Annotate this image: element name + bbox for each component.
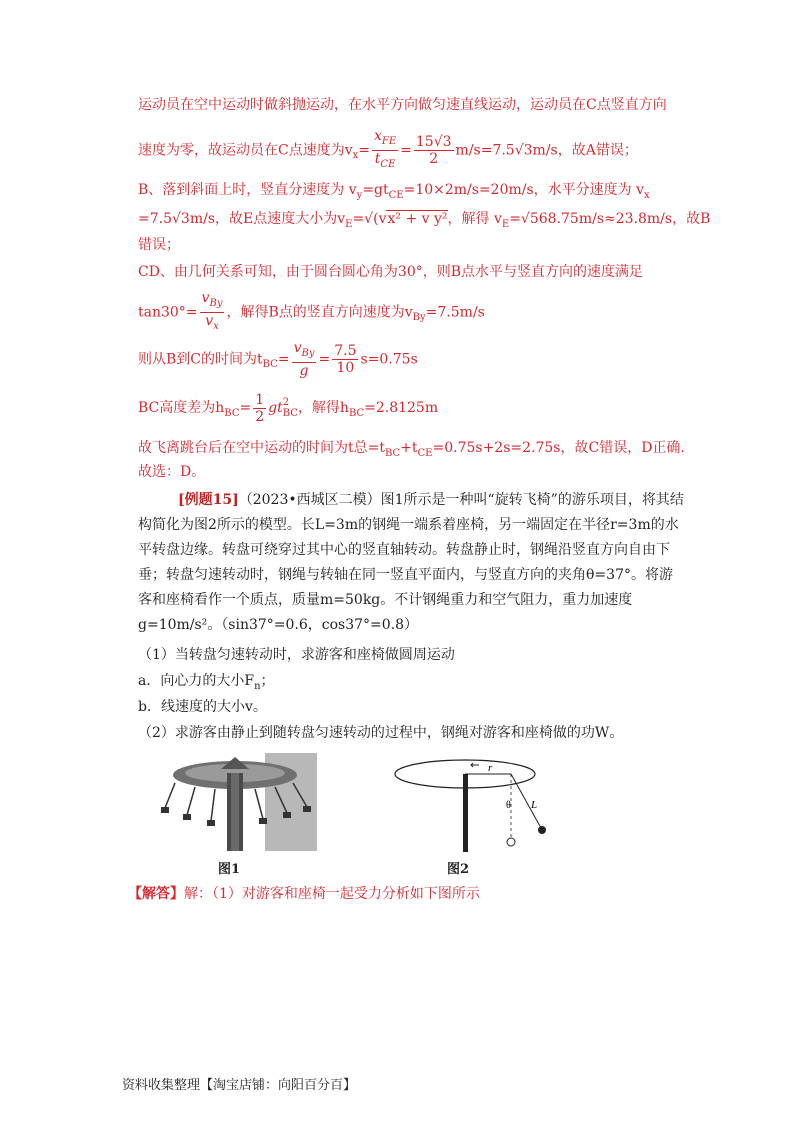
text: （1）当转盘匀速转动时，求游客和座椅做圆周运动	[138, 647, 455, 663]
solution-line-4	[138, 207, 710, 237]
text: CD、由几何关系可知，由于圆台圆心角为30°，则B点水平与竖直方向的速度满足	[138, 264, 644, 280]
gt: gt	[268, 400, 283, 416]
text: 故飞离跳台后在空中运动的时间为t总=t	[138, 440, 385, 456]
equals: =	[277, 351, 290, 368]
sub: x	[644, 189, 650, 201]
den-sub: CE	[380, 158, 396, 170]
text: =7.5m/s	[425, 304, 485, 321]
sub: CE	[388, 189, 404, 201]
fraction-xfe-tce	[372, 128, 398, 173]
solution-line-10	[138, 438, 685, 464]
text: BC高度差为h	[138, 400, 225, 416]
solution-line-9	[138, 390, 438, 432]
num: 7.5	[334, 342, 357, 359]
text: +t	[400, 440, 418, 456]
text: 错误；	[138, 237, 180, 253]
solution-line-6	[138, 262, 643, 282]
solution-line-7	[138, 290, 485, 336]
num: x	[374, 128, 382, 144]
sub: CE	[417, 447, 433, 459]
sub: BC	[384, 447, 401, 459]
solution-line-8: 则从B到C的时间为$t_{BC}=$ $\frac{v_{By}}{g}$ = $\frac{7.5}{10}$ s=0.75s	[138, 340, 418, 379]
text: =√(v	[352, 211, 387, 227]
num: 15√3	[415, 133, 452, 150]
figure-1-ride-photo	[155, 753, 317, 851]
text: （2）求游客由静止到随转盘匀速转动的过程中，钢绳对游客和座椅做的功W。	[138, 725, 624, 741]
solution-line-2: 速度为零，故运动员在C点速度为$v_x=$ $\frac{x_{FE}}{t_{CE}}$ = $\frac{15√3}{2}$ m/s=7.5√3m/s，故A错误；	[138, 128, 638, 174]
question-1a	[138, 671, 275, 697]
figure-2-model-diagram	[385, 752, 555, 852]
example-tag: [例题15]	[178, 492, 239, 508]
text: =0.75s+2s=2.75s，故C错误，D正确.	[432, 440, 685, 456]
den-sub: x	[213, 320, 219, 332]
den: 10	[336, 359, 355, 376]
text: =2.8125m	[364, 400, 439, 416]
sub: BC	[262, 359, 278, 371]
text: 故选：D。	[138, 464, 206, 480]
figure-2-caption: 图2	[447, 862, 470, 877]
num-sub: By	[209, 297, 223, 309]
label-L: L	[531, 799, 538, 811]
answer-tag: 【解答】	[128, 886, 184, 902]
den: t	[374, 150, 381, 167]
equals: =	[358, 142, 370, 159]
text: 速度为零，故运动员在C点速度为v	[138, 142, 353, 159]
num: v	[293, 340, 302, 356]
text: 运动员在空中运动时做斜抛运动，在水平方向做匀速直线运动，运动员在C点竖直方向	[138, 97, 667, 113]
text: m/s=7.5√3m/s，故A错误；	[455, 142, 638, 159]
equals: =	[239, 400, 252, 416]
answer-line	[128, 884, 480, 904]
num: v	[201, 290, 210, 306]
radicand: x² + v y²	[387, 211, 448, 227]
text: =√568.75m/s≈23.8m/s，故B	[509, 211, 711, 227]
answer-text: 解：（1）对游客和座椅一起受力分析如下图所示	[184, 886, 480, 902]
text: ，解得B点的竖直方向速度为v	[226, 304, 413, 321]
num: 1	[255, 391, 265, 408]
question-1b	[138, 697, 267, 717]
solution-line-1	[138, 95, 667, 115]
footer-source: 资料收集整理【淘宝店铺：向阳百分百】	[122, 1078, 357, 1093]
sub: BC	[282, 408, 298, 419]
fraction-vby-g	[292, 340, 317, 379]
sup: 2	[282, 397, 290, 408]
text: a．向心力的大小F	[138, 673, 255, 689]
example-text: （2023•西城区二模）图1所示是一种叫“旋转飞椅”的游乐项目，将其结构简化为图2所示的模型。长L=3m的钢绳一端系着座椅，另一端固定在半径r=3m的水平转盘边缘。转盘可绕穿过其中心的竖直轴转动。转盘静止时，钢绳沿竖直方向自由下垂；转盘匀速转动时，钢绳与转轴在同一竖直平面内，与竖直方向的夹角θ=37°。将游客和座椅看作一个质点，质量m=50kg。不计钢绳重力和空气阻力，重力加速度g=10m/s²。（sin37°=0.6，cos37°=0.8）	[138, 492, 684, 633]
fraction-1-2	[253, 392, 266, 425]
fraction-15root3-2	[414, 134, 454, 167]
sub-sup	[283, 397, 298, 419]
text: ；	[260, 673, 275, 689]
solution-line-5	[138, 235, 180, 255]
sub: n	[254, 680, 261, 692]
text: b．线速度的大小v。	[138, 699, 267, 715]
sub: BC	[224, 407, 240, 419]
num-sub: FE	[381, 135, 397, 147]
subscript: x	[352, 150, 359, 162]
text: =10×2m/s=20m/s，水平分速度为 v	[403, 182, 645, 198]
text: ，解得 v	[447, 211, 502, 227]
label-theta: θ	[506, 800, 511, 811]
fraction-vby-vx	[200, 290, 225, 335]
sub: y	[356, 189, 363, 201]
sub: E	[501, 218, 510, 230]
text: =gt	[362, 182, 389, 198]
num-sub: By	[301, 347, 315, 359]
solution-line-11	[138, 462, 205, 482]
label-r: r	[488, 762, 493, 774]
question-2	[138, 723, 623, 743]
text: ，解得h	[297, 400, 349, 416]
figure-1-caption: 图1	[218, 862, 241, 877]
text: =7.5√3m/s，故E点速度大小为v	[138, 211, 346, 227]
den: g	[299, 362, 309, 379]
sub: E	[345, 218, 353, 230]
sub: BC	[348, 407, 365, 419]
den: 2	[429, 150, 439, 167]
fraction-7.5-10	[332, 343, 358, 376]
question-1	[138, 645, 455, 665]
solution-line-3	[138, 180, 650, 206]
text: 则从B到C的时间为t	[138, 351, 263, 368]
text: s=0.75s	[360, 351, 418, 368]
sub: By	[412, 312, 426, 324]
den: v	[205, 312, 214, 329]
text: B、落到斜面上时，竖直分速度为 v	[138, 182, 357, 198]
text: tan30°=	[138, 304, 198, 321]
den: 2	[255, 408, 265, 425]
example-15-paragraph	[138, 488, 686, 638]
